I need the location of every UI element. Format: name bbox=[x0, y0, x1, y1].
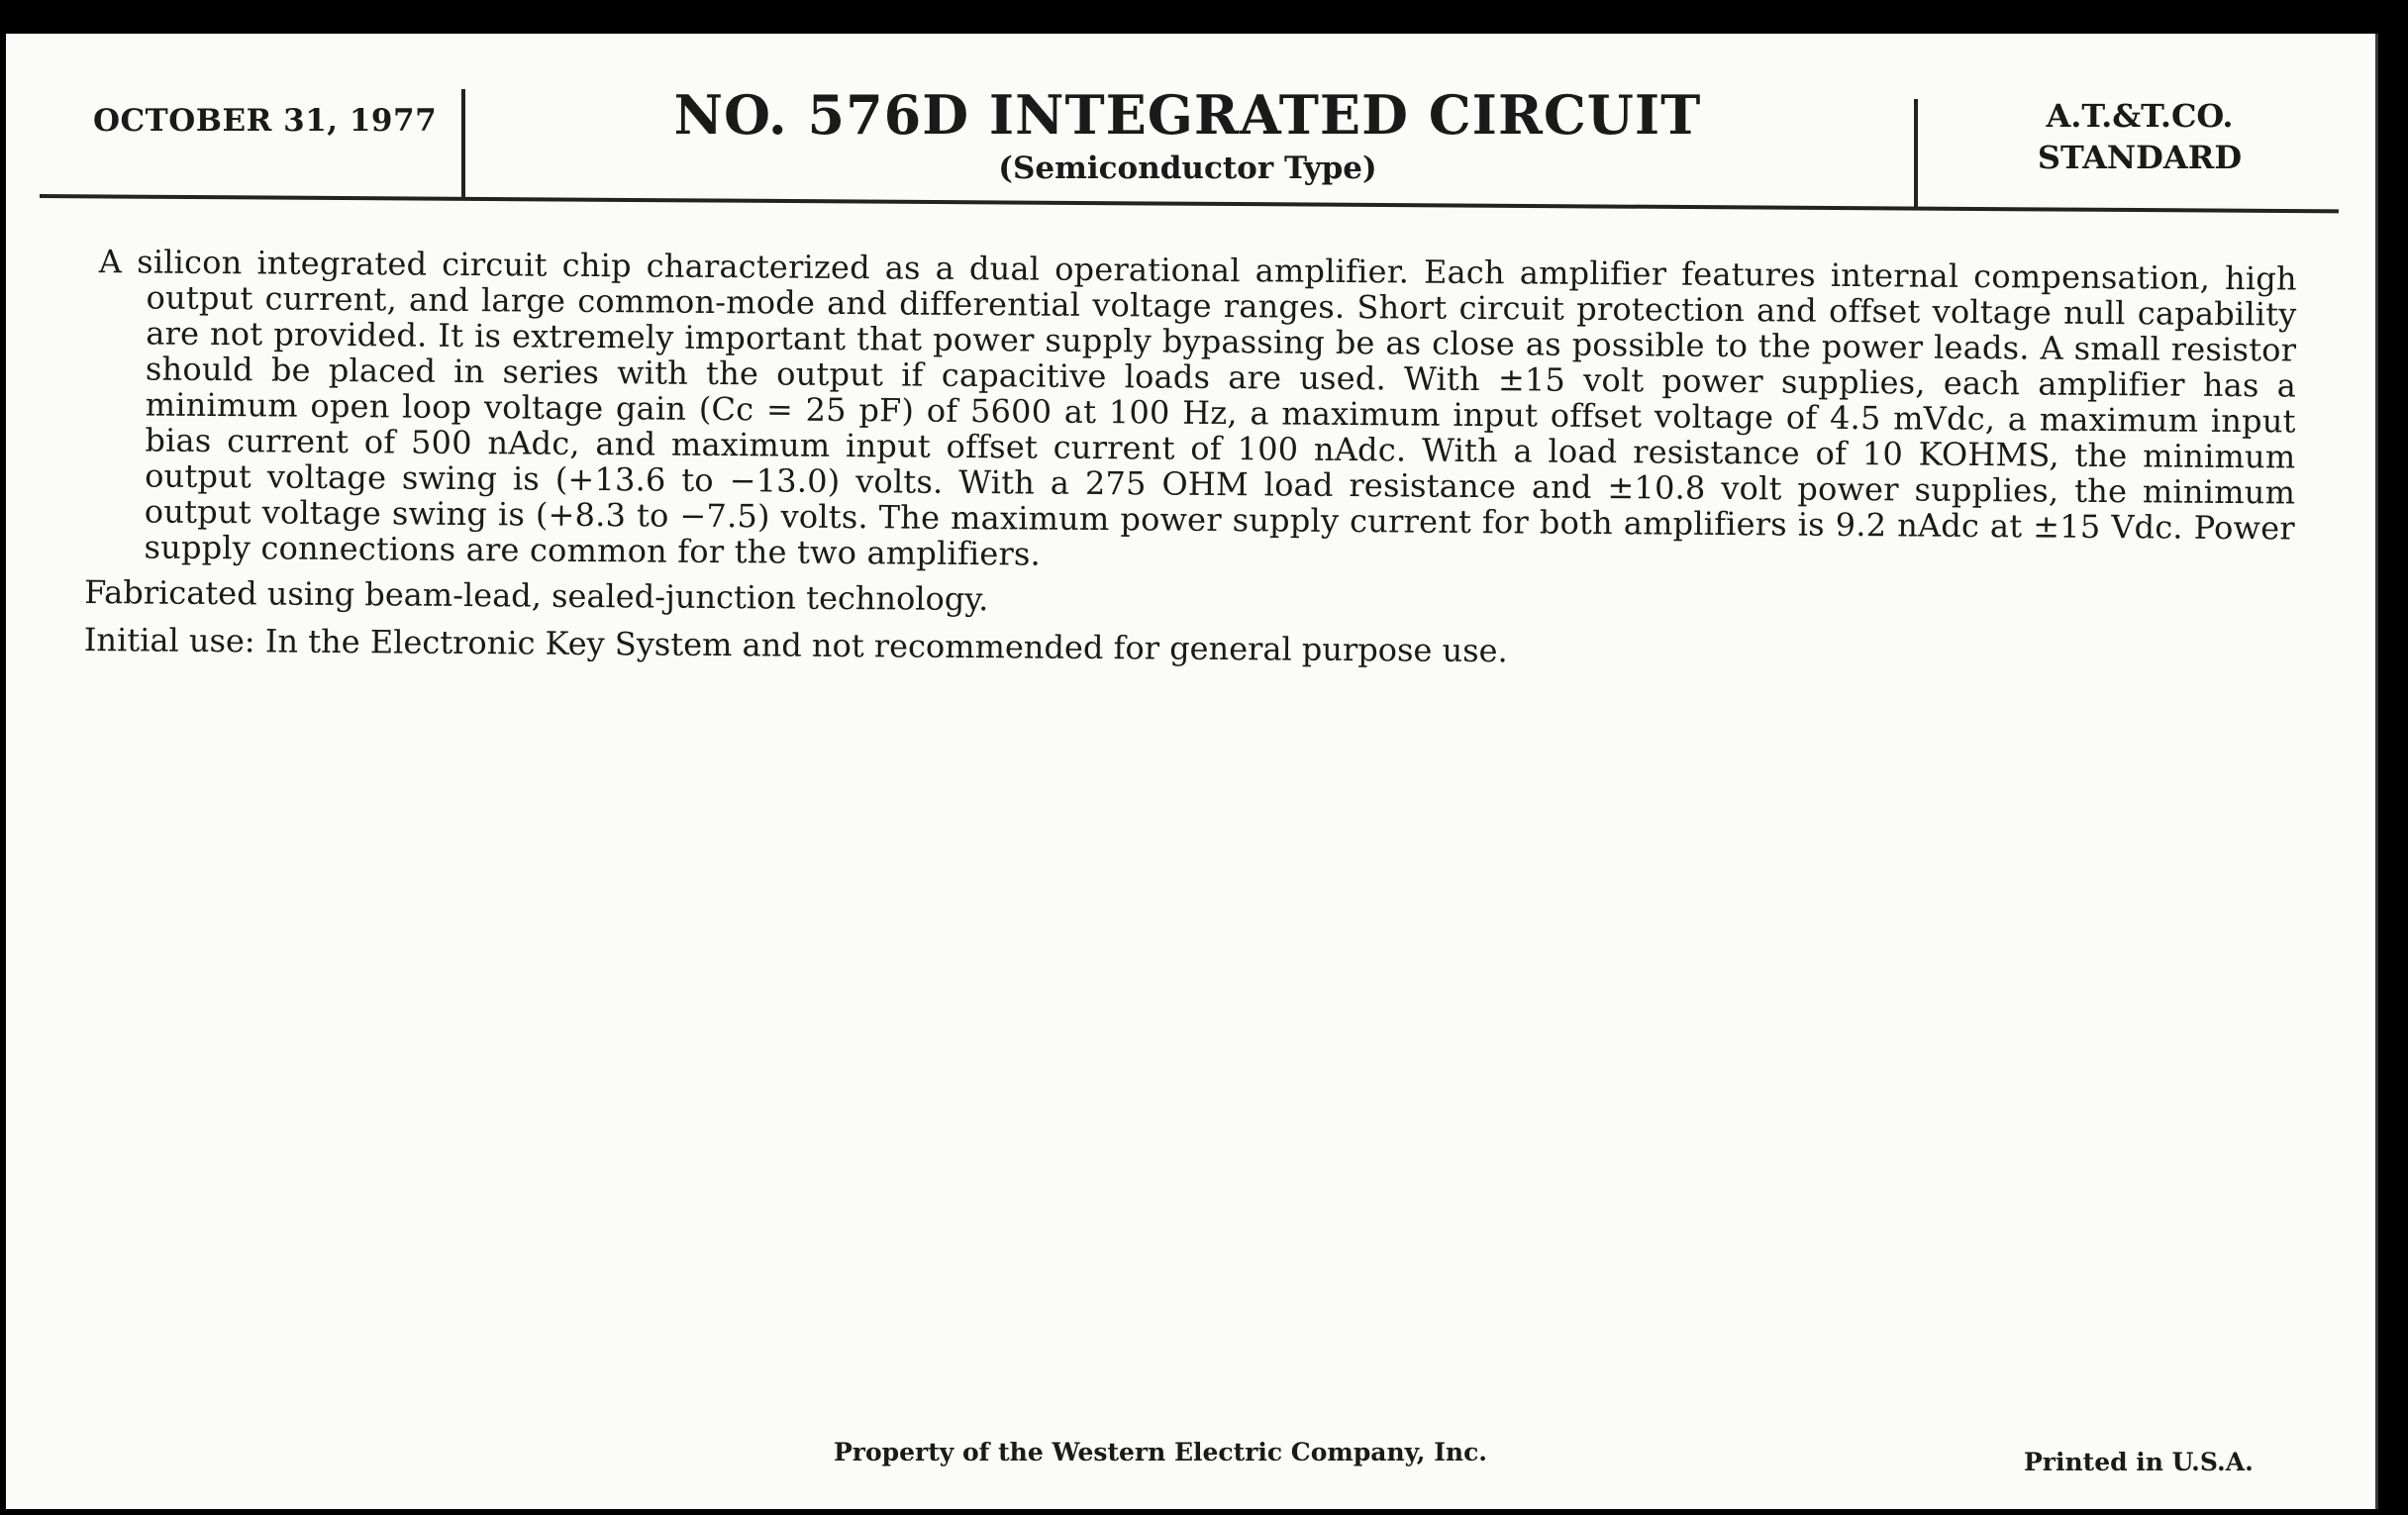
printed-notice: Printed in U.S.A. bbox=[2024, 1448, 2254, 1476]
page-title: NO. 576D INTEGRATED CIRCUIT bbox=[673, 83, 1702, 147]
standard-label: STANDARD bbox=[2037, 139, 2243, 176]
description-paragraph: A silicon integrated circuit chip characterized as a dual operational amplifier. Each amplifier features internal compensation, high output current, and large common-mode and differential voltage ranges. Short circuit protection and offset voltage null capability are not provided. It is extremely important that power supply bypassing be as close as possible to the power leads. A small resistor should be placed in series with the output if capacitive loads are used. With ±15 volt power supplies, each amplifier has a minimum open loop voltage gain (Cc = 25 pF) of 5600 at 100 Hz, a maximum input offset voltage of 4.5 mVdc, a maximum input bias current of 500 nAdc, and maximum input offset current of 100 nAdc. With a load resistance of 10 KOHMS, the minimum output voltage swing is (+13.6 to −13.0) volts. With a 275 OHM load resistance and ±10.8 volt power supplies, the minimum output voltage swing is (+8.3 to −7.5) volts. The maximum power supply current for both amplifiers is 9.2 nAdc at ±15 Vdc. Power supply connections are common for the two amplifiers. bbox=[98, 243, 2297, 573]
card-edge bbox=[2375, 34, 2378, 1509]
fabrication-paragraph: Fabricated using beam-lead, sealed-junction technology. bbox=[84, 572, 989, 619]
header-divider-right bbox=[1914, 99, 1918, 210]
issue-date: OCTOBER 31, 1977 bbox=[93, 103, 438, 139]
catalog-card bbox=[6, 34, 2378, 1509]
title-block bbox=[461, 83, 1914, 190]
card-body bbox=[84, 244, 2297, 685]
standard-org: A.T.&T.CO. bbox=[2046, 97, 2234, 135]
initial-use-paragraph: Initial use: In the Electronic Key System and not recommended for general purpose use. bbox=[83, 620, 1508, 670]
property-notice: Property of the Western Electric Company, Inc. bbox=[834, 1438, 1488, 1466]
standard-block bbox=[1922, 95, 2358, 178]
page-subtitle: (Semiconductor Type) bbox=[998, 151, 1377, 186]
